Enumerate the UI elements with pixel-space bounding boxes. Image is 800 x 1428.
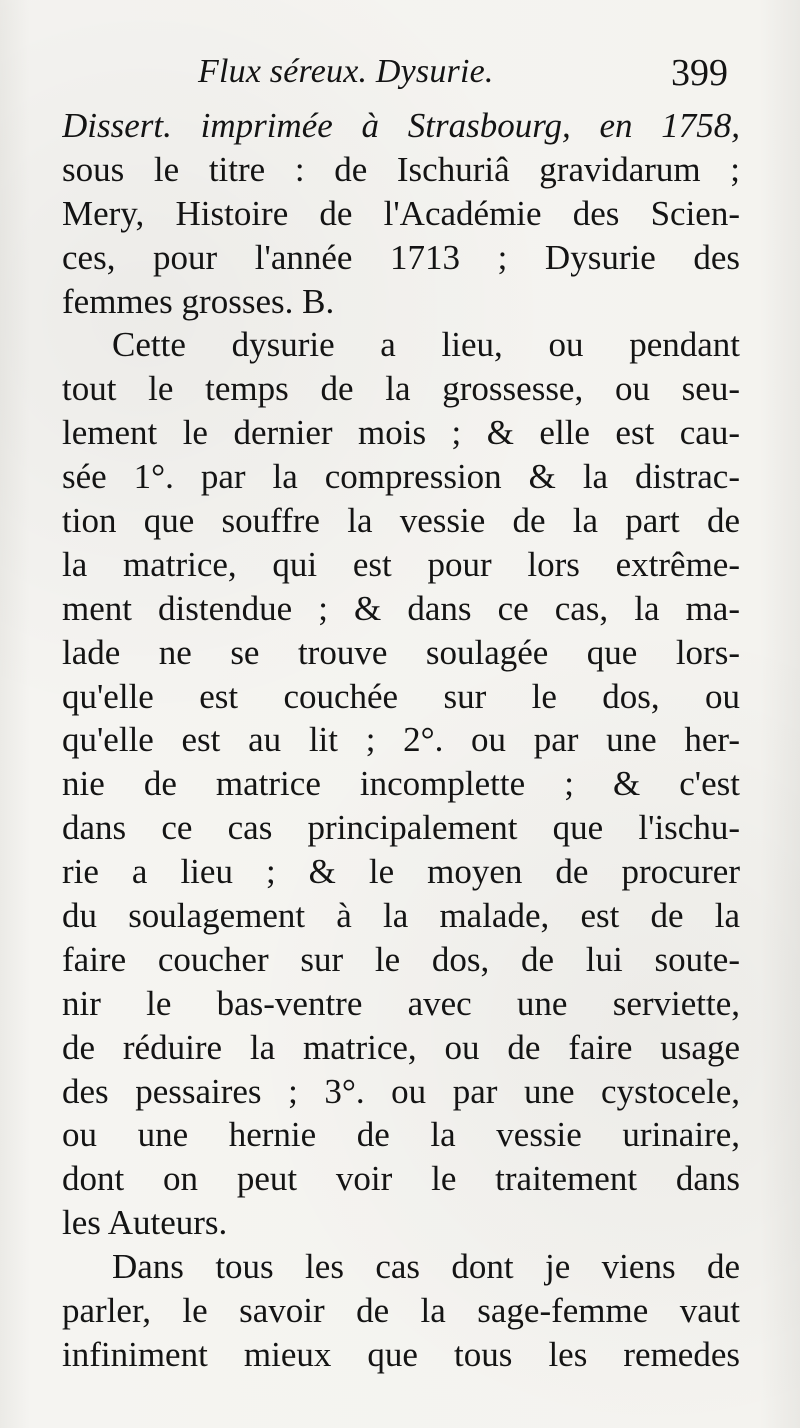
text-line: ces, pour l'année 1713 ; Dysurie des: [62, 237, 740, 277]
text-line: ou une hernie de la vessie urinaire,: [62, 1115, 740, 1155]
text-line: tion que souffre la vessie de la part de: [62, 501, 740, 541]
text-line: les Auteurs.: [62, 1203, 228, 1243]
text-line: nir le bas-ventre avec une serviette,: [62, 983, 740, 1023]
text-line: infiniment mieux que tous les remedes: [62, 1334, 740, 1374]
text-line: sée 1°. par la compression & la distrac-: [62, 457, 740, 497]
text-line: qu'elle est au lit ; 2°. ou par une her-: [62, 720, 740, 760]
text-line: la matrice, qui est pour lors extrême-: [62, 544, 740, 584]
text-line: ment distendue ; & dans ce cas, la ma-: [62, 588, 740, 628]
text-line: dont on peut voir le traitement dans: [62, 1159, 740, 1199]
paragraph-first-line: Dans tous les cas dont je viens de: [112, 1247, 740, 1287]
text-line: faire coucher sur le dos, de lui soute-: [62, 939, 740, 979]
text-line: Dissert. imprimée à Strasbourg, en 1758,: [62, 106, 740, 145]
text-line: tout le temps de la grossesse, ou seu-: [62, 369, 740, 409]
text-line: femmes grosses. B.: [62, 281, 335, 321]
text-line: rie a lieu ; & le moyen de procurer: [62, 852, 740, 892]
page-header: [198, 52, 728, 102]
paragraph-first-line: Cette dysurie a lieu, ou pendant: [112, 325, 740, 365]
text-line: nie de matrice incomplette ; & c'est: [62, 764, 740, 804]
text-line: dans ce cas principalement que l'ischu-: [62, 808, 740, 848]
text-line: qu'elle est couchée sur le dos, ou: [62, 676, 740, 716]
text-line: de réduire la matrice, ou de faire usage: [62, 1027, 740, 1067]
text-line: parler, le savoir de la sage-femme vaut: [62, 1291, 740, 1331]
text-line: lade ne se trouve soulagée que lors-: [62, 632, 740, 672]
text-line: sous le titre : de Ischuriâ gravidarum ;: [62, 149, 740, 189]
running-head: Flux séreux. Dysurie.: [198, 53, 494, 90]
text-line: lement le dernier mois ; & elle est cau-: [62, 413, 740, 453]
page-number: 399: [671, 52, 728, 94]
text-line: des pessaires ; 3°. ou par une cystocele,: [62, 1071, 740, 1111]
text-line: du soulagement à la malade, est de la: [62, 896, 740, 936]
body-text: [62, 104, 740, 1414]
text-line: Mery, Histoire de l'Académie des Scien-: [62, 193, 740, 233]
